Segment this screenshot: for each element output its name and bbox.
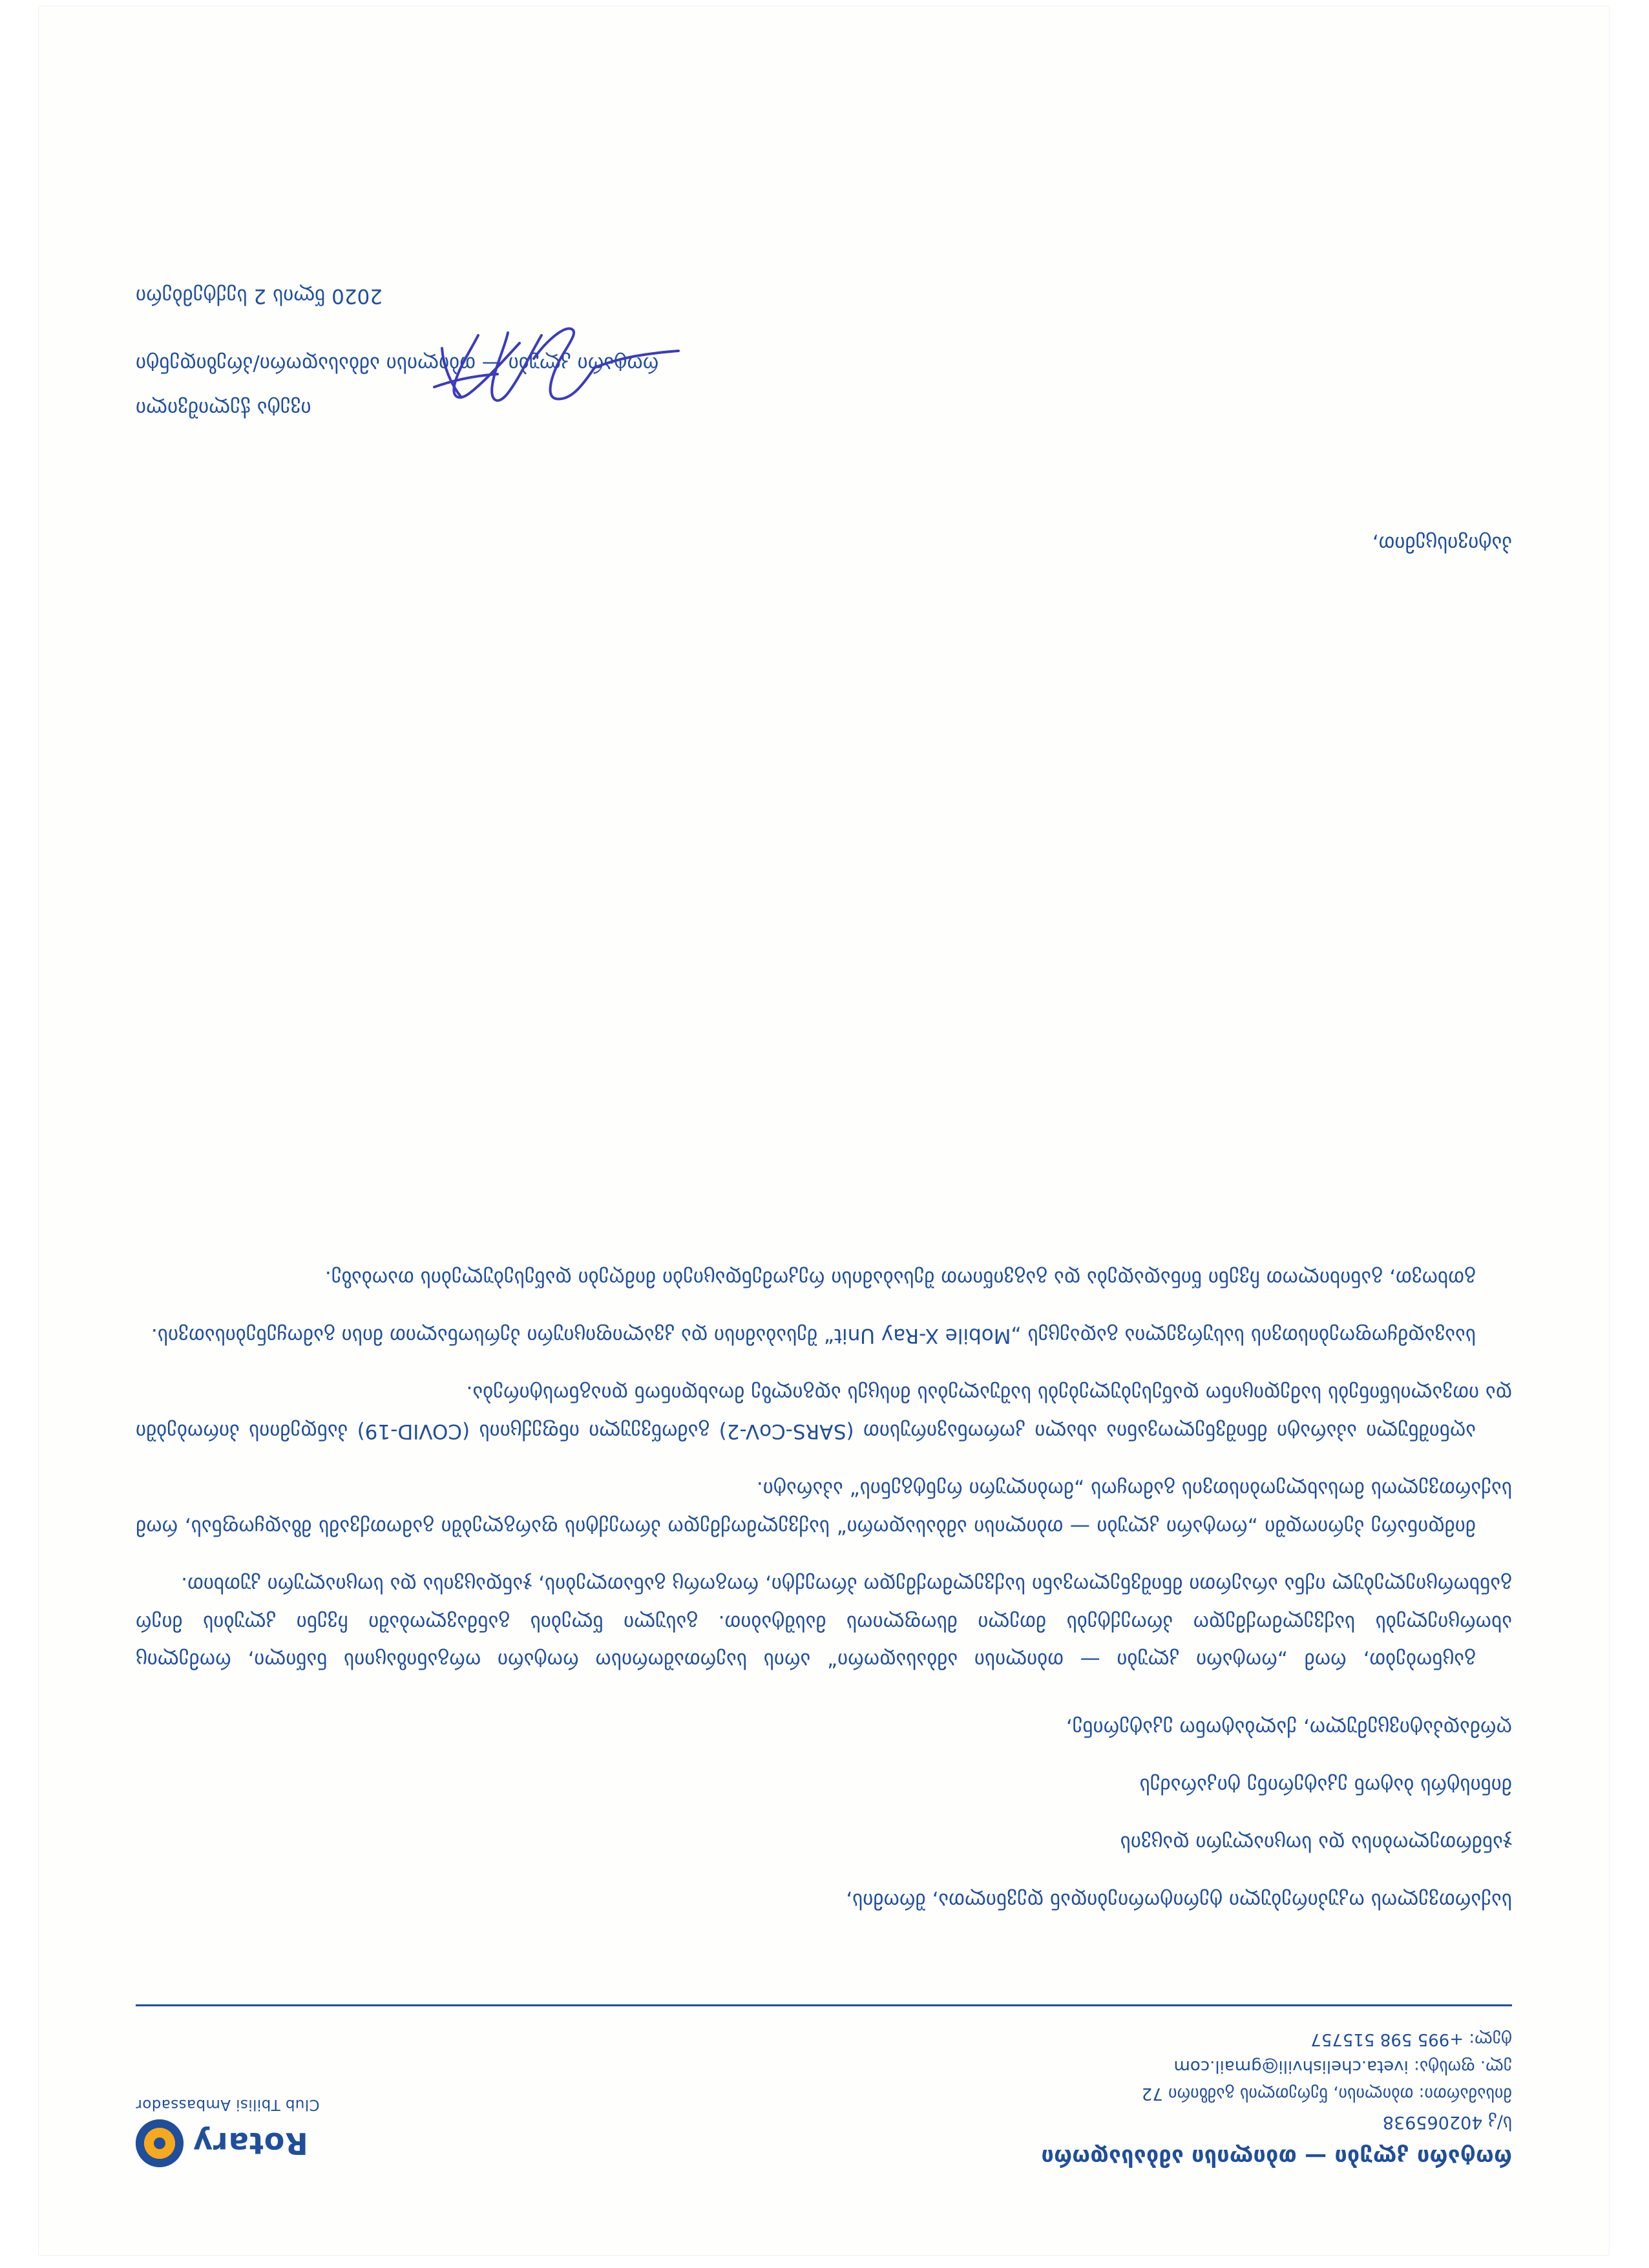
organization-name: როტარი კლუბი — თბილისი ამბასადორი (1041, 2144, 1512, 2170)
body-paragraph-3: აღნიშნული აპარატი მნიშვნელოვანია ახალი კორონავირუსით (SARS-CoV-2) გამოწვეული ინფექციის (COVID-19) პანდემიის პირობებში და ითვალისწინებს სამედიცინო დაწესებულებებს საშუალებას მისცეს ადგილზე მოახდინონ დიაგნოსტირება. (136, 1381, 1512, 1443)
letter-closing (136, 277, 1512, 562)
signer-role: როტარი კლუბი — თბილისი ამბასადორი/პრეზიდენტი (136, 352, 659, 376)
letterhead-divider (136, 2004, 1512, 2006)
rotary-logo-block (136, 2096, 320, 2171)
organization-id: ს/კ 402065938 (1382, 2112, 1512, 2132)
rotary-club-name: Club Tbilisi Ambassador (136, 2096, 320, 2113)
body-paragraph-5: გთხოვთ, განიხილოთ ჩვენი წინადადება და გაგვიწიოთ შესაბამისი რეკომენდაციები მიმღები დაწესებულების თაობაზე. (324, 1266, 1476, 1290)
body-paragraph-2: მიმდინარე პერიოდში „როტარი კლუბი — თბილისი ამბასადორი“ საქველმოქმედო პროექტის ფარგლებში გამოთქვამს მზადყოფნას, რომ საქართველოს მოსახლეობისთვის გამოყოს „მობილური რენტგენის“ აპარატი. (136, 1476, 1512, 1538)
organization-address: მისამართი: თბილისი, წერეთლის გამზირი 72 (1141, 2083, 1512, 2103)
body-paragraph-4: საავადმყოფოებისთვის სასურველია გადაეცეს „Mobile X-Ray Unit“ შესაბამისი და კვალიფიციური პერსონალით მისი გამოყენებისათვის. (151, 1324, 1476, 1348)
letter-date: 2020 წლის 2 სექტემბერი (136, 284, 383, 308)
rotary-wheel-icon (136, 2119, 184, 2167)
scanned-sheet (39, 6, 1609, 2255)
letterhead-text-block (1041, 2030, 1512, 2171)
organization-phone: ტელ: +995 598 515757 (1310, 2029, 1512, 2049)
rotary-wordmark: Rotary (193, 2126, 308, 2161)
recipient-line-1: საქართველოს ოკუპირებული ტერიტორიებიდან დევნილთა, შრომის, (846, 1889, 1512, 1912)
recipient-line-3: მინისტრს ბატონ ეკატერინე ტიკარაძეს (1139, 1774, 1512, 1798)
body-paragraph-1: გაცნობებთ, რომ „როტარი კლუბი — თბილისი ამბასადორი“ არის საერთაშორისო როტარი ორგანიზაციის ნაწილი, რომელიც ახორციელებს საქველმოქმედო პროექტებს მთელი მსოფლიოს მასშტაბით. გასული წლების განმავლობაში ჩვენი კლუბის მიერ განხორციელებულ იქნა არაერთი მნიშვნელოვანი საქველმოქმედო პროექტი, როგორც განათლების, ჯანდაცვისა და სოციალური კუთხით. (136, 1572, 1512, 1672)
salutation: ღრმადპატივცემულო, ქალბატონო ეკატერინე, (1066, 1716, 1512, 1740)
letterhead (136, 2004, 1512, 2171)
recipient-line-2: ჯანმრთელობისა და სოციალური დაცვის (1120, 1831, 1512, 1855)
letter-content (39, 6, 1609, 2255)
organization-email: ელ. ფოსტა: iveta.chelishvili@gmail.com (1173, 2056, 1512, 2076)
closing-regards: პატივისცემით, (1372, 532, 1512, 555)
signer-name: ივეტა ჭელიშვილი (136, 397, 311, 421)
letter-body (136, 1239, 1512, 1919)
